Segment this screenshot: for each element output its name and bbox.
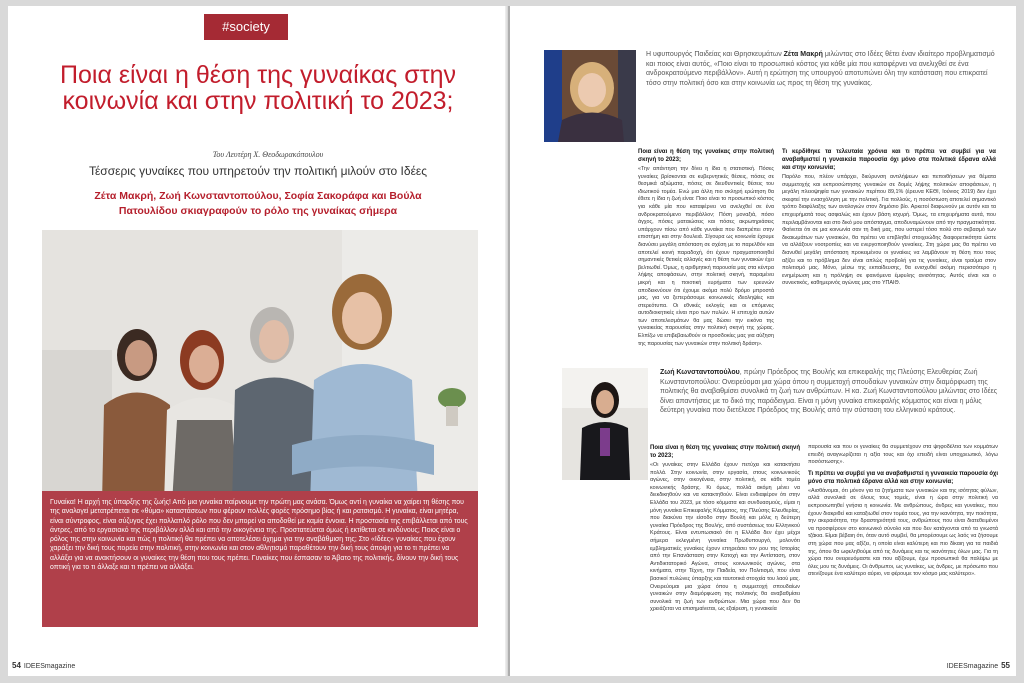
konstantopoulou-question-1: Ποια είναι η θέση της γυναίκας στην πολιτική σκηνή το 2023;	[650, 445, 800, 459]
page-folio-right	[947, 661, 1010, 670]
page-folio-left	[12, 661, 75, 670]
konstantopoulou-intro	[660, 368, 1000, 416]
makri-question-2: Τι κερδίθηκε τα τελευταία χρόνια και τι πρέπει να συμβεί για να αναβαθμιστεί η γυναικεία παρουσία όχι μόνο στα πολιτικά έδρανα αλλά και στην κοινωνία;	[782, 149, 996, 171]
makri-question-1: Ποια είναι η θέση της γυναίκας στην πολιτική σκηνή το 2023;	[638, 149, 774, 163]
konstantopoulou-name: Ζωή Κωνσταντοπούλου	[660, 369, 740, 376]
makri-answer-1: «Την απάντηση την δίνει η ίδια η στατιστική. Πόσες γυναίκες βρίσκονται σε κυβερνητικές θέσεις, πόσες σε θεσμικά αξιώματα, πόσες σε διευθυντικές θέσεις του ιδιωτικού τομέα. Ενώ μια άλλη πιο σκληρή ερώτηση θα έθετε η ίδια η ζωή είναι: Ποιο είναι το προσωπικό κόστος για κάθε μία που καταφέρνει να ανελιχθεί σε ένα ανδροκρατούμενο περιβάλλον; Πόση μοναξιά, πόσο άγχος, πόσες ματαιώσεις και πόσες ακρωτηριάσεις υπάρχουν πίσω από κάθε γυναίκα που διαπρέπει στην επιστήμη και στην δουλειά. Σίγουρα ως κοινωνία έχουμε διανύσει μεγάλη απόσταση σε σχέση με το παρελθόν και αποτελεί κοινή παραδοχή, ότι έχουν πραγματοποιηθεί σημαντικές θετικές αλλαγές και η θέση των γυναικών έχει βελτιωθεί. Όμως, η αριθμητική παρουσία μας στα κέντρα λήψης αποφάσεων, στην πολιτική σκηνή, παραμένει μικρή και η ποιοτική ευρήματα των ερευνών αποδεικνύουν ότι έχουμε ακόμα πολύ δρόμο μπροστά μας, για να ξεπεράσουμε κοινωνικές ιδεοληψίες και στερεότυπα. Οι εθνικές εκλογές και οι επόμενες αυτοδιοικητικές είναι προ των πυλών. Η επιτυχία αυτών των αποτελεσμάτων θα μας δώσει την εικόνα της γυναικείας παρουσίας στην πολιτική σκηνή της χώρας. Ελπίζω να επιβεβαιωθούν οι προσδοκίες μας για αύξηση της παρουσίας των γυναικών στην πολιτική δράση».	[638, 166, 774, 347]
konstantopoulou-column-1	[650, 444, 800, 650]
group-portrait-image	[42, 230, 478, 504]
makri-name: Ζέτα Μακρή	[783, 51, 823, 58]
makri-intro	[646, 50, 1001, 88]
makri-intro-rest: μιλώντας στο Ιδέες θέτει έναν ιδιαίτερο προβληματισμό και ποιος είναι αυτός, «Ποιο είναι το προσωπικό κόστος για κάθε μία που καταφέρνει να ανελιχθεί σε ένα ανδροκρατούμενο περιβάλλον». Αυτή η ερώτηση της υπουργού αποτυπώνει όλη την κατάσταση που επικρατεί τόσο στην πολιτική όσο και στην κοινωνία ως προς τη θέση της γυναίκας.	[646, 51, 995, 87]
page-number: 55	[1001, 661, 1010, 670]
konstantopoulou-column-2	[808, 444, 998, 650]
konstantopoulou-answer-2: «Αισθάνομαι, ότι μόνον για τα ζητήματα των γυναικών και της ισότητας φύλων, αλλά συνολικά σε όλους τους τομείς, είναι η ώρα στην πολιτική να εκπροσωπηθεί γνήσια η κοινωνία. Με ανθρώπους, άνδρες και γυναίκες, που έχουν διακριθεί και καταξιωθεί στον τομέα τους, για την ικανότητα, την ποιότητα, την ακεραιότητα, την δραστηριότητά τους, ανθρώπους που είναι διατεθειμένοι να προσφέρουν στο κοινωνικό σύνολο και που δεν κατάγονται από τα γνωστά τζάκια. Είμαι βέβαιη ότι, όταν αυτό συμβεί, θα μπορέσουμε ως λαός να ζήσουμε στη χώρα που μας αξίζει, η οποία είναι καλύτερη και πιο δίκαιη για τα παιδιά της, όπου θα ωφεληθούμε από τις δυνάμεις και τις ικανότητες όλων μας. Για τη χώρα που ονειρευόμαστε και που αξίζουμε, έχω προσωπικά θα παλέψω με όλες μου τις δυνάμεις. Οι άνθρωποι, ως γυναίκες, ως άνδρες, με πρόσωπο που ατενίζουμε ένα καλύτερο αύριο, να φέρουμε τον κόσμο μας καλύτερο».	[808, 487, 998, 578]
right-page	[510, 6, 1016, 676]
intro-text: Γυναίκα! Η αρχή της ύπαρξης της ζωής! Από μια γυναίκα παίρνουμε την πρώτη μας ανάσα. Όμως αντί η γυναίκα να χαίρει τη θέσης που της αναλογεί μετατρέπεται σε «θύμα» καταστάσεων που φέρουν πολλές φορές πρόσημο βίας ή και ρατσισμό. Η γυναίκα, είναι μητέρα, είναι σύντροφος, είναι σύζυγος έχει πολλαπλό ρόλο που δεν μπορεί να αποδοθεί με καμία έννοια. Η προστασία της επιβάλλεται από τους άντρες, από το εργασιακό της περιβάλλον αλλά και από την οικογένεια της. Προστατεύεται όμως ή εκτίθεται σε κινδύνους; Ποιος είναι ο ρόλος της στην κοινωνία και πώς η πολιτική θα πρέπει να αποτελέσει όχημα για την αναβάθμιση της; Στο «Ιδέες» γυναίκες που έχουν χαράξει την δική τους πορεία στην πολιτική, στην κοινωνία και στον αθλητισμό παραθέτουν την δική τους άποψη για το τι πρέπει να αλλάξει για να ανακτήσουν οι γυναίκες την θέση που τους πρέπει. Γυναίκες που έσπασαν το Άβατο της πολιτικής, δίνουν την δική τους οπτική για το τι άλλαξε και τι πρέπει να αλλάξει.	[50, 499, 468, 572]
article-deck: Ζέτα Μακρή, Ζωή Κωνσταντοπούλου, Σοφία Σακοράφα και Βούλα Πατουλίδου σκιαγραφούν το ρόλο της γυναίκας σήμερα	[94, 190, 422, 217]
article-subtitle: Τέσσερις γυναίκες που υπηρετούν την πολιτική μιλούν στο Ιδέες	[88, 164, 428, 178]
intro-text-box	[42, 491, 478, 627]
section-tag: #society	[204, 14, 288, 40]
article-headline: Ποια είναι η θέση της γυναίκας στην κοινωνία και στην πολιτική το 2023;	[59, 61, 457, 115]
magazine-brand: IDEESmagazine	[23, 663, 76, 670]
page-number: 54	[12, 661, 21, 670]
makri-intro-lead: Η υφυπουργός Παιδείας και Θρησκευμάτων	[646, 51, 784, 58]
konstantopoulou-answer-1-continued: παρουσία και που οι γυναίκες θα συμμετέχουν στα ψηφοδέλτια των κομμάτων επειδή αναγνωρίζεται η αξία τους και όχι επειδή είναι υποχρεωτικό, λόγω ποσόστωσης».	[808, 444, 998, 466]
konstantopoulou-portrait-image	[562, 368, 648, 480]
left-page	[8, 6, 508, 676]
konstantopoulou-intro-rest: , πρώην Πρόεδρος της Βουλής και επικεφαλής της Πλεύσης Ελευθερίας Ζωή Κωνσταντοπούλου: Ονειρεύομαι μια χώρα όπου η συμμετοχή σπουδαίων γυναικών στην διαμόρφωση της πολιτικής θα αναβαθμίσει συνολικά τη ζωή των ανθρώπων. Η κα. Ζωή Κωνσταντοπούλου μιλώντας στο Ιδέες δίνει απαντήσεις με το δικό της παράδειγμα. Είναι η μόνη γυναίκα επικεφαλής κόμματος και είναι η μόλις δεύτερη γυναίκα που διετέλεσε Πρόεδρος της Βουλής από την σύσταση του ελληνικού κράτους.	[660, 369, 998, 414]
konstantopoulou-answer-1: «Οι γυναίκες στην Ελλάδα έχουν πετύχει και κατακτήσει πολλά. Στην κοινωνία, στην εργασία, στους κοινωνικούς αγώνες, στην οικογένεια, στην πολιτική, σε κάθε τομέα κοινωνικής δράσης. Κι όμως, πολλά ακόμη μένει να διεκδικηθούν και να κατακτηθούν. Είναι ενδιαφέρον ότι στην Ελλάδα του 2023, με τόσο κόμματα και συνδυασμούς, είμαι η μόνη γυναίκα Επικεφαλής Κόμματος, της Πλεύσης Ελευθερίας, που διακύνει την είσοδο στην Βουλή και μόλις η δεύτερη γυναίκα Πρόεδρος της Βουλής, από συστάσεως του Ελληνικού Κράτους. Είναι εντυπωσιακό ότι η Ελλάδα δεν έχει μέχρι σήμερα εκλεγμένη γυναίκα Πρωθυπουργό, μολονότι εμβληματικές γυναίκες έχουν επηρεάσει τον ρου της Ιστορίας από την Επανάσταση στην Κατοχή και την Αντίσταση, στον Αντιδικτατορικό Αγώνα, στους κοινωνικούς αγώνες, στα κινήματα, στην Τέχνη, την Παιδεία, τον Πολιτισμό, που είναι βασικοί πυλώνες ύπαρξης και ταυτοτικά στοιχεία του λαού μας. Ονειρεύομαι μια χώρα όπου η συμμετοχή σπουδαίων γυναικών στην διαμόρφωση της πολιτικής θα αναβαθμίσει συνολικά τη ζωή των ανθρώπων. Μια χώρα που δεν θα χρειάζεται να επισημαίνεται, ως εξαίρεση, η γυναικεία	[650, 462, 800, 613]
magazine-brand: IDEESmagazine	[946, 663, 999, 670]
byline: Του Λευτέρη Χ. Θεοδωρακόπουλου	[212, 150, 324, 159]
konstantopoulou-question-2: Τι πρέπει να συμβεί για να αναβαθμιστεί η γυναικεία παρουσία όχι μόνο στα πολιτικά έδρανα αλλά και στην κοινωνία;	[808, 470, 998, 485]
makri-column-2	[782, 148, 996, 384]
makri-answer-2: Παρόλο που, πλέον υπάρχει, διεύρυνση αντιλήψεων και πεποιθήσεων για θέματα συμμετοχής και εκπροσώπησης γυναικών σε δομές λήψης πολιτικών αποφάσεων, η μεγάλη πλειοψηφία των γυναικών περίπου 89,1% (έρευνα ΚΕΘΙ, Ιούνιος 2019) δεν έχει σκεφτεί την ενασχόληση με την πολιτική. Για πολλούς, η ποσόστωση αποτελεί σημαντικό τρόπο διαφύλαξης των αναλογιών στον δημόσιο βίο. Αρκετοί διαφωνούν με αυτόν και τα επιχειρήματά τους ασφαλώς και έχουν βάση ισχυρή. Όμως, τα επιχειρήματα αυτά, που περιλαμβάνονται και στο δικό μου απόσταγμα, αποδυναμώνουν από την πραγματικότητα. Φαίνεται ότι σε μια κοινωνία σαν τη δική μας, που υστερεί τόσο πολύ στο σεβασμό των δικαιωμάτων των γυναικών, θα πρέπει να επιβληθεί στοιχειώδης διαφορετικότητα ώστε να αλλάξουν νοοτροπίες και να ενεργοποιηθούν γυναίκες. Στη χώρα μας θα πρέπει να διανυθεί μεγάλη απόσταση προκειμένου οι γυναίκες να λαμβάνουν τη θέση που τους αξίζει και το πρόβλημα δεν είναι απλώς προβολή για τις γυναίκες, είναι τραύμα στον πολιτισμό μας. Μόνο, μέσω της εκπαίδευσης, θα ενισχυθεί ακόμη περισσότερο η ενημέρωση και η πρόληψη σε φαινόμενα έμφυλης ανισότητας. Αυτός είναι και ο συνεκτικός, καθημερινός αγώνας μας στο ΥΠΑΙΘ.	[782, 174, 996, 287]
makri-portrait-image	[544, 50, 636, 142]
makri-column-1	[638, 148, 774, 384]
